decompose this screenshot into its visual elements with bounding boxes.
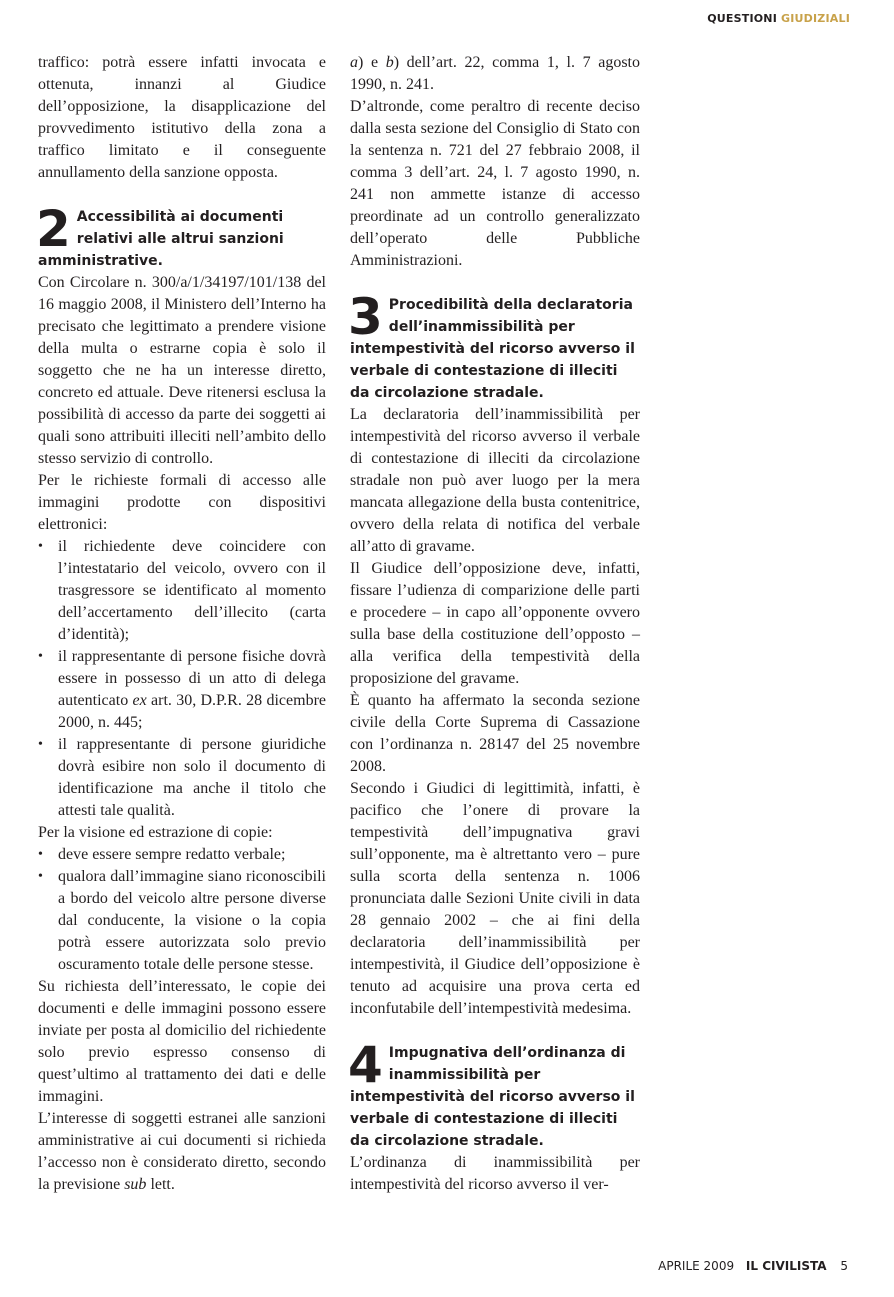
paragraph: La declaratoria dell’inammissibilità per intempestività del ricorso avverso il verbale di contestazione di illeciti da circolazione stradale non può aver luogo per la mera mancata allegazione della busta contenitrice, ovvero della relata di notifica del verbale all’atto di gravame. <box>350 406 640 555</box>
paragraph: L’interesse di soggetti estranei alle sanzioni amministrative ai cui documenti si richieda l’accesso non è considerato diretto, secondo la previsione sub lett. <box>38 1110 326 1193</box>
section-heading-4 <box>348 1036 640 1152</box>
paragraph: traffico: potrà essere infatti invocata e ottenuta, innanzi al Giudice dell’opposizione, la disapplicazione del provvedimento istitutivo della zona a traffico limitato e il conseguente annullamento della sanzione opposta. <box>38 54 326 181</box>
header-word-1: QUESTIONI <box>707 12 777 25</box>
header-word-2: GIUDIZIALI <box>781 12 850 25</box>
list-item: • il rappresentante di persone fisiche dovrà essere in possesso di un atto di delega autenticato ex art. 30, D.P.R. 28 dicembre 2000, n. 445; <box>58 646 326 734</box>
paragraph: Su richiesta dell’interessato, le copie dei documenti e delle immagini possono essere inviate per posta al domicilio del richiedente solo previo espresso consenso di quest’ultimo al trattamento dei dati e delle immagini. <box>38 978 326 1105</box>
paragraph: È quanto ha affermato la seconda sezione civile della Corte Suprema di Cassazione con l’ordinanza n. 28147 del 25 novembre 2008. <box>350 692 640 775</box>
bullet-list <box>38 844 326 976</box>
paragraph: Per la visione ed estrazione di copie: <box>38 824 273 841</box>
paragraph: a) e b) dell’art. 22, comma 1, l. 7 agosto 1990, n. 241. <box>350 54 640 93</box>
list-item: • qualora dall’immagine siano riconoscibili a bordo del veicolo altre persone diverse dal conducente, la visione o la copia potrà essere autorizzata solo previo oscuramento totale delle persone stesse. <box>58 866 326 976</box>
paragraph: L’ordinanza di inammissibilità per intempestività del ricorso avverso il ver- <box>350 1154 640 1193</box>
paragraph: Secondo i Giudici di legittimità, infatti, è pacifico che l’onere di provare la tempestività dell’impugnativa gravi sull’opponente, ma è altrettanto vero – pure sulla scorta della sentenza n. 1006 pronunciata dalle Sezioni Unite civili in data 28 gennaio 2002 – che ai fini della declaratoria dell’inammissibilità per intempestività, il Giudice dell’opposizione è tenuto ad acquisire una prova certa ed inconfutabile dell’intempestività medesima. <box>350 780 640 1017</box>
list-item: • deve essere sempre redatto verbale; <box>58 844 326 866</box>
running-header <box>707 12 850 25</box>
page-footer <box>658 1259 848 1273</box>
paragraph: D’altronde, come peraltro di recente deciso dalla sesta sezione del Consiglio di Stato con la sentenza n. 721 del 27 febbraio 2008, il comma 3 dell’art. 24, l. 7 agosto 1990, n. 241 non ammette istanze di accesso preordinate ad un controllo generalizzato dell’operato delle Pubbliche Amministrazioni. <box>350 98 640 269</box>
section-title: Accessibilità ai documenti relativi alle altrui sanzioni amministrative. <box>38 209 284 269</box>
paragraph: Per le richieste formali di accesso alle immagini prodotte con dispositivi elettronici: <box>38 472 326 533</box>
section-title: Procedibilità della declaratoria dell’inammissibilità per intempestività del ricorso avverso il verbale di contestazione di illeciti da circolazione stradale. <box>350 297 635 401</box>
bullet-list <box>38 536 326 822</box>
right-column <box>350 52 640 1196</box>
section-heading-2 <box>36 200 326 272</box>
section-heading-3 <box>348 288 640 404</box>
list-item: • il richiedente deve coincidere con l’intestatario del veicolo, ovvero con il trasgressore se identificato al momento dell’accertamento dell’illecito (carta d’identità); <box>58 536 326 646</box>
section-number: 4 <box>348 1036 383 1094</box>
section-number: 3 <box>348 288 383 346</box>
magazine-name: IL CIVILISTA <box>745 1259 827 1273</box>
section-number: 2 <box>36 200 71 258</box>
paragraph: Con Circolare n. 300/a/1/34197/101/138 del 16 maggio 2008, il Ministero dell’Interno ha precisato che legittimato a prendere visione della multa o estrarne copia è solo il soggetto che ne ha un interesse diretto, concreto ed attuale. Deve ritenersi esclusa la possibilità di accesso da parte dei soggetti ai quali sono attribuiti illeciti nell’ambito dello stesso servizio di controllo. <box>38 274 326 467</box>
section-title: Impugnativa dell’ordinanza di inammissibilità per intempestività del ricorso avverso il verbale di contestazione di illeciti da circolazione stradale. <box>350 1045 635 1149</box>
paragraph: Il Giudice dell’opposizione deve, infatti, fissare l’udienza di comparizione delle parti e procedere – in capo all’opponente ovvero sulla base della costituzione dell’opposto – alla verifica della tempestività della proposizione del gravame. <box>350 560 640 687</box>
left-column <box>38 52 326 1196</box>
list-item: • il rappresentante di persone giuridiche dovrà esibire non solo il documento di identificazione ma anche il titolo che attesti tale qualità. <box>58 734 326 822</box>
page-number: 5 <box>840 1259 848 1273</box>
issue-date: APRILE 2009 <box>658 1259 735 1273</box>
